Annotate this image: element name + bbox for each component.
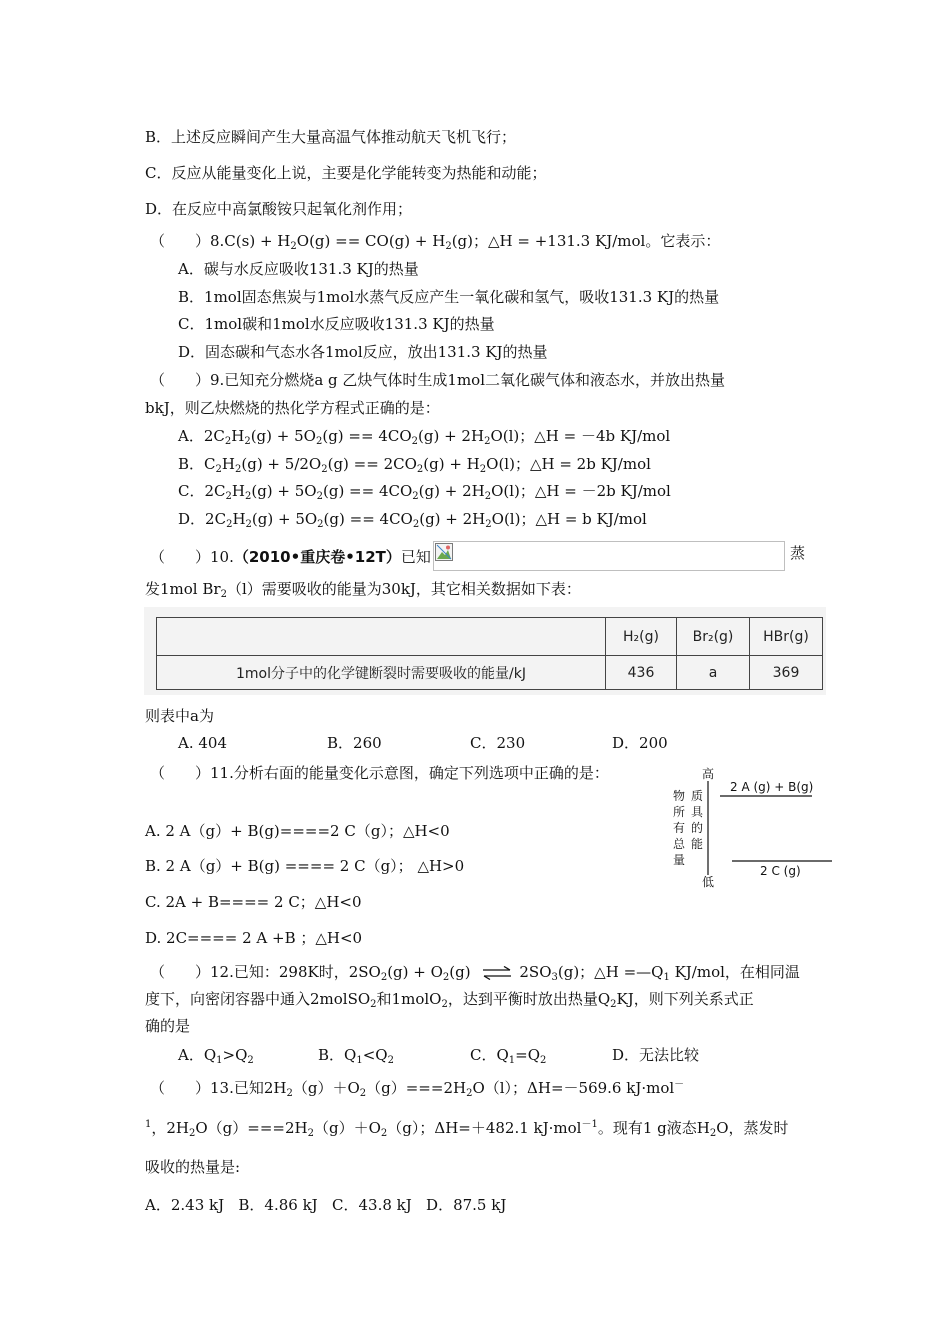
q10-tail: 蒸 [790, 544, 806, 562]
table-cell-h2: 436 [606, 656, 677, 690]
q8-option-d: D．固态碳和气态水各1mol反应，放出131.3 KJ的热量 [178, 343, 548, 361]
diagram-low-label: 低 [701, 875, 714, 889]
q10-stem-line2: 发1mol $Br_2(l)$需要吸收的能量为30kJ，其它相关数据如下表： [145, 580, 581, 600]
diagram-axis-label-left-5: 量 [672, 853, 685, 867]
q8-option-a: A．碳与水反应吸收131.3 KJ的热量 [178, 260, 419, 278]
reversible-arrow-icon [481, 966, 513, 980]
table-header-br2: Br₂(g) [677, 618, 750, 656]
diagram-axis-label-left-3: 有 [672, 821, 685, 835]
q9-option-b: B．$C_2H_2(g) + 5/2O_2(g) == 2CO_2(g) + H_2O(l)$；△H = 2b KJ/mol [178, 455, 651, 475]
table-cell-hbr: 369 [750, 656, 823, 690]
q13-stem-line1: （ ）13.已知$2H_2(g)+O_2(g)===2H_2O(l)$；ΔH=－569.6 kJ·mol－ [150, 1079, 685, 1099]
table-header-empty [157, 618, 606, 656]
q12-stem-line1: （ ）12.已知：298K时，$2SO_2(g) + O_2(g)$ $2SO_3(g)$；△H $=—Q_1$ KJ/mol，在相同温 [150, 963, 800, 983]
reactant-level-label: 2 A (g) + B(g) [730, 780, 814, 794]
q12-stem-line2: 度下，向密闭容器中通入2molSO$_2$和1molO$_2$，达到平衡时放出热量$Q_2KJ$，则下列关系式正 [145, 990, 754, 1010]
option-c-prev: C．反应从能量变化上说，主要是化学能转变为热能和动能； [145, 164, 547, 182]
diagram-axis-label-right-2: 具 [690, 805, 703, 819]
q9-stem-line2: bkJ，则乙炔燃烧的热化学方程式正确的是： [145, 399, 440, 417]
q8-option-b: B．1mol固态焦炭与1mol水蒸气反应产生一氧化碳和氢气，吸收131.3 KJ的热量 [178, 288, 720, 306]
q10-option-c: C．230 [470, 734, 526, 752]
table-header-hbr: HBr(g) [750, 618, 823, 656]
q11-stem: （ ）11.分析右面的能量变化示意图，确定下列选项中正确的是： [150, 764, 609, 782]
q12-option-a: A．$Q_1>Q_2$ [178, 1046, 254, 1066]
q11-option-a: A. 2 A（g）+ B(g)====2 C（g）；△H<0 [145, 822, 450, 840]
diagram-axis-label-right-1: 质 [690, 789, 703, 803]
missing-equation-image [433, 541, 785, 571]
option-d-prev: D．在反应中高氯酸铵只起氧化剂作用； [145, 200, 413, 218]
q8-stem: （ ）$8.C(s) + H_2O(g) == CO(g) + H_2(g)$；△H = +131.3 KJ/mol。它表示： [150, 232, 721, 252]
product-level-label: 2 C (g) [760, 864, 801, 878]
q11-option-c: C. 2A + B==== 2 C；△H<0 [145, 893, 362, 911]
diagram-axis-label-left-1: 物 [672, 789, 685, 803]
table-header-h2: H₂(g) [606, 618, 677, 656]
q10-option-d: D．200 [612, 734, 668, 752]
q11-option-b: B. 2 A（g）+ B(g) ==== 2 C（g）； △H>0 [145, 857, 465, 875]
q9-option-d: D．$2C_2H_2(g) + 5O_2(g) == 4CO_2(g) + 2H_2O(l)$；△H = b KJ/mol [178, 510, 647, 530]
broken-image-icon [435, 543, 453, 561]
q12-stem-line3: 确的是 [145, 1017, 191, 1035]
diagram-axis-label-right-3: 的 [690, 821, 703, 835]
q13-options: A．2.43 kJ B．4.86 kJ C．43.8 kJ D．87.5 kJ [145, 1196, 507, 1214]
option-b-prev: B．上述反应瞬间产生大量高温气体推动航天飞机飞行； [145, 128, 517, 146]
q12-option-d: D．无法比较 [612, 1046, 700, 1064]
q10-ask: 则表中a为 [145, 707, 214, 725]
q10-source: （2010•重庆卷•12T） [233, 548, 401, 566]
q10-option-b: B．260 [327, 734, 382, 752]
q9-stem-line1: （ ）9.已知充分燃烧a g 乙炔气体时生成1mol二氧化碳气体和液态水，并放出热量 [150, 371, 725, 389]
q13-stem-line3: 吸收的热量是: [145, 1158, 241, 1176]
q9-option-a: A．$2C_2H_2(g) + 5O_2(g) == 4CO_2(g) + 2H_2O(l)$；△H = －4b KJ/mol [178, 427, 671, 447]
table-cell-br2: a [677, 656, 750, 690]
q10-option-a: A. 404 [178, 734, 227, 752]
diagram-axis-label-left-2: 所 [672, 805, 685, 819]
q13-stem-line2: $^1$，$2H_2O(g)===2H_2(g)+O_2(g)$；ΔH=＋482.1 kJ·mol$^{-1}$。现有1 g液态$H_2O$，蒸发时 [145, 1119, 789, 1139]
q8-option-c: C．1mol碳和1mol水反应吸收131.3 KJ的热量 [178, 315, 495, 333]
q9-option-c: C．$2C_2H_2(g) + 5O_2(g) == 4CO_2(g) + 2H_2O(l)$；△H = －2b KJ/mol [178, 482, 671, 502]
bond-energy-table [156, 617, 823, 690]
q11-option-d: D. 2C==== 2 A +B ；△H<0 [145, 929, 363, 947]
diagram-axis-label-left-4: 总 [672, 837, 685, 851]
bond-energy-table-image [144, 607, 826, 695]
q12-option-b: B．$Q_1<Q_2$ [318, 1046, 394, 1066]
energy-level-diagram [664, 765, 839, 893]
q12-option-c: C．$Q_1=Q_2$ [470, 1046, 547, 1066]
diagram-axis-label-right-4: 能 [690, 837, 703, 851]
q10-stem-line1: （ ）10.（2010•重庆卷•12T）已知 [150, 543, 785, 573]
diagram-high-label: 高 [701, 767, 714, 781]
table-row-label: 1mol分子中的化学键断裂时需要吸收的能量/kJ [157, 656, 606, 690]
